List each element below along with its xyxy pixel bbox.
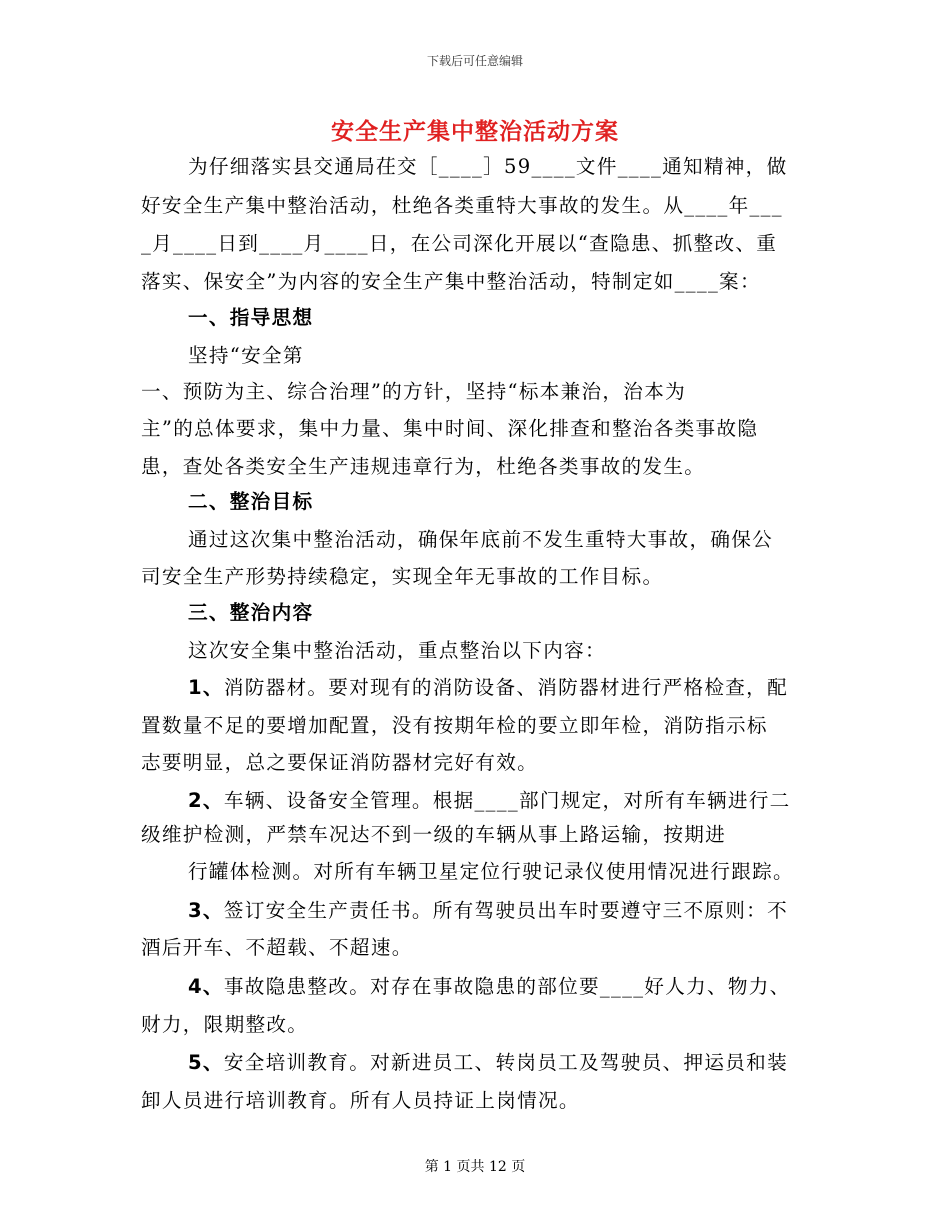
paragraph-line: 2、车辆、设备安全管理。根据____部门规定，对所有车辆进行二	[188, 789, 791, 812]
header-note: 下载后可任意编辑	[426, 54, 523, 68]
item-number: 1、	[188, 676, 224, 699]
paragraph-line: 主”的总体要求，集中力量、集中时间、深化排查和整治各类事故隐	[141, 417, 759, 440]
paragraph-line: 级维护检测，严禁车况达不到一级的车辆从事上路运输，按期进	[141, 823, 727, 846]
section-heading: 一、指导思想	[188, 306, 314, 329]
item-number: 2、	[188, 789, 224, 812]
item-number: 3、	[188, 899, 224, 922]
paragraph-line: 为仔细落实县交通局茌交［____］59____文件____通知精神，做	[188, 155, 788, 178]
paragraph-line: 通过这次集中整治活动，确保年底前不发生重特大事故，确保公	[188, 528, 774, 551]
page-footer: 第 1 页共 12 页	[424, 1159, 526, 1175]
paragraph-line: 置数量不足的要增加配置，没有按期年检的要立即年检，消防指示标	[141, 714, 768, 737]
paragraph-line: 卸人员进行培训教育。所有人员持证上岗情况。	[141, 1089, 580, 1112]
section-heading: 三、整治内容	[188, 601, 314, 624]
paragraph-line: 酒后开车、不超载、不超速。	[141, 936, 413, 959]
paragraph-line: 1、消防器材。要对现有的消防设备、消防器材进行严格检查，配	[188, 676, 788, 699]
paragraph-line: 行罐体检测。对所有车辆卫星定位行驶记录仪使用情况进行跟踪。	[188, 860, 794, 883]
paragraph-line: 财力，限期整改。	[141, 1013, 309, 1036]
paragraph-line: 3、签订安全生产责任书。所有驾驶员出车时要遵守三不原则：不	[188, 899, 788, 922]
paragraph-line: _月____日到____月____日，在公司深化开展以“查隐患、抓整改、重	[141, 232, 778, 255]
paragraph-line: 一、预防为主、综合治理”的方针，坚持“标本兼治，治本为	[141, 380, 686, 403]
paragraph-line: 患，查处各类安全生产违规违章行为，杜绝各类事故的发生。	[141, 455, 706, 478]
item-number: 5、	[188, 1051, 224, 1074]
paragraph-line: 好安全生产集中整治活动，杜绝各类重特大事故的发生。从____年___	[141, 194, 783, 217]
paragraph-line: 这次安全集中整治活动，重点整治以下内容：	[188, 639, 606, 662]
section-heading: 二、整治目标	[188, 490, 314, 513]
item-number: 4、	[188, 975, 224, 998]
document-title: 安全生产集中整治活动方案	[331, 119, 619, 145]
paragraph-line: 志要明显，总之要保证消防器材完好有效。	[141, 751, 538, 774]
paragraph-line: 4、事故隐患整改。对存在事故隐患的部位要____好人力、物力、	[188, 975, 791, 998]
paragraph-line: 坚持“安全第	[188, 344, 304, 367]
paragraph-line: 落实、保安全”为内容的安全生产集中整治活动，特制定如____案：	[141, 270, 761, 293]
paragraph-line: 5、安全培训教育。对新进员工、转岗员工及驾驶员、押运员和装	[188, 1051, 788, 1074]
paragraph-line: 司安全生产形势持续稳定，实现全年无事故的工作目标。	[141, 565, 664, 588]
